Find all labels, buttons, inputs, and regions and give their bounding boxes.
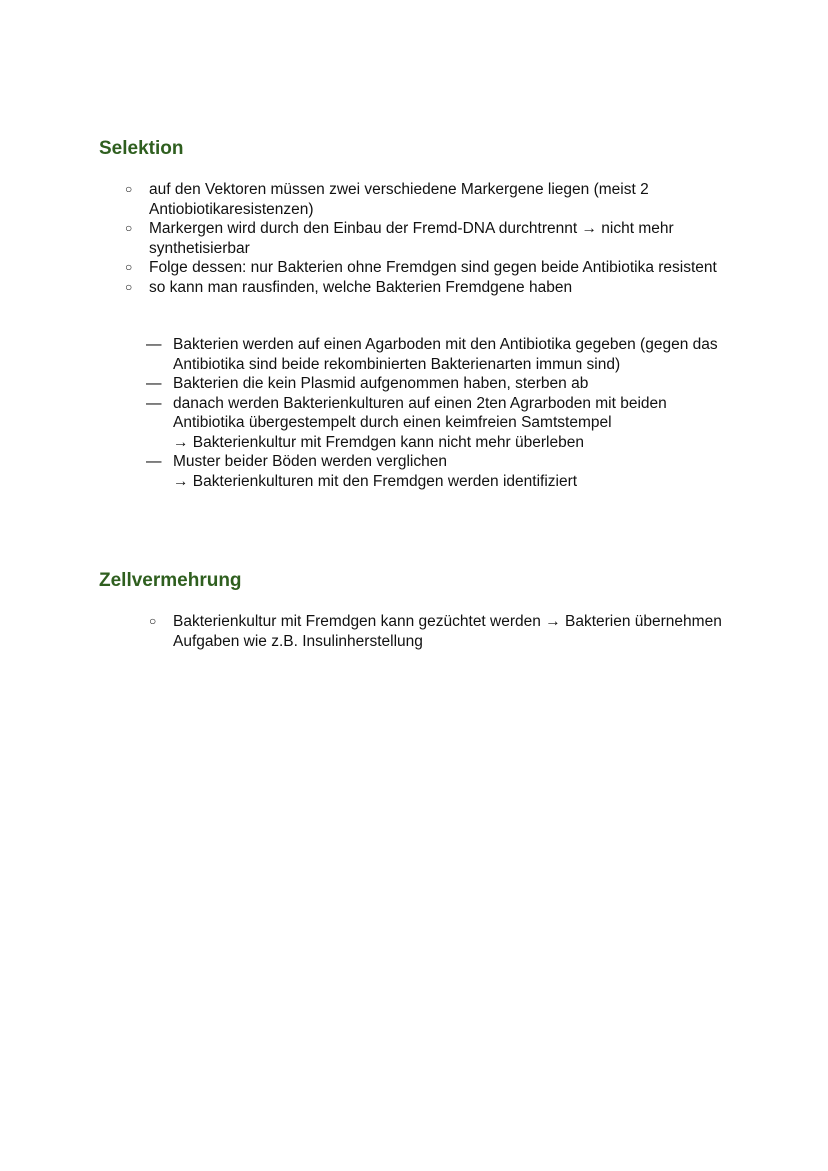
circle-bullet-icon: ○ [149, 614, 157, 628]
circle-bullet-icon: ○ [125, 279, 133, 294]
list-item [125, 219, 729, 258]
list-item [125, 180, 729, 219]
section-title-zellvermehrung: Zellvermehrung [99, 570, 242, 591]
step-text: Muster beider Böden werden verglichen [173, 453, 447, 470]
bullet-text: Folge dessen: nur Bakterien ohne Fremdgen sind gegen beide Antibiotika resistent [149, 259, 717, 276]
selektion-step-list [146, 335, 733, 491]
step-text: Bakterien die kein Plasmid aufgenommen haben, sterben ab [173, 375, 589, 392]
bullet-text: Markergen wird durch den Einbau der Fremd-DNA durchtrennt → nicht mehr synthetisierbar [149, 220, 674, 257]
list-item [149, 612, 733, 651]
step-text: danach werden Bakterienkulturen auf einen 2ten Agrarboden mit beiden Antibiotika übergestempelt durch einen keimfreien Samtstempel [173, 394, 667, 431]
list-item [146, 374, 733, 394]
circle-bullet-icon: ○ [125, 260, 133, 274]
list-item [146, 394, 733, 453]
dash-bullet-icon: — [146, 375, 162, 392]
step-result-text: → Bakterienkultur mit Fremdgen kann nicht mehr überleben [173, 433, 584, 451]
dash-bullet-icon: — [146, 453, 162, 470]
zellvermehrung-bullet-list [149, 612, 733, 651]
circle-bullet-icon: ○ [125, 182, 133, 196]
bullet-text: so kann man rausfinden, welche Bakterien Fremdgene haben [149, 278, 573, 296]
bullet-text: Bakterienkultur mit Fremdgen kann gezüchtet werden → Bakterien übernehmen Aufgaben wie z.B. Insulinherstellung [173, 613, 722, 650]
dash-bullet-icon: — [146, 336, 162, 353]
list-item [125, 278, 729, 298]
bullet-text: auf den Vektoren müssen zwei verschiedene Markergene liegen (meist 2 Antiobiotikaresistenzen) [149, 181, 649, 218]
circle-bullet-icon: ○ [125, 221, 133, 235]
section-title-selektion: Selektion [99, 138, 184, 159]
step-result-text: → Bakterienkulturen mit den Fremdgen werden identifiziert [173, 472, 578, 490]
list-item [125, 258, 729, 278]
list-item [146, 335, 733, 374]
selektion-bullet-list [125, 180, 729, 297]
step-text: Bakterien werden auf einen Agarboden mit den Antibiotika gegeben (gegen das Antibiotika sind beide rekombinierten Bakterienarten immun sind) [173, 336, 718, 373]
list-item [146, 452, 733, 491]
dash-bullet-icon: — [146, 394, 162, 412]
